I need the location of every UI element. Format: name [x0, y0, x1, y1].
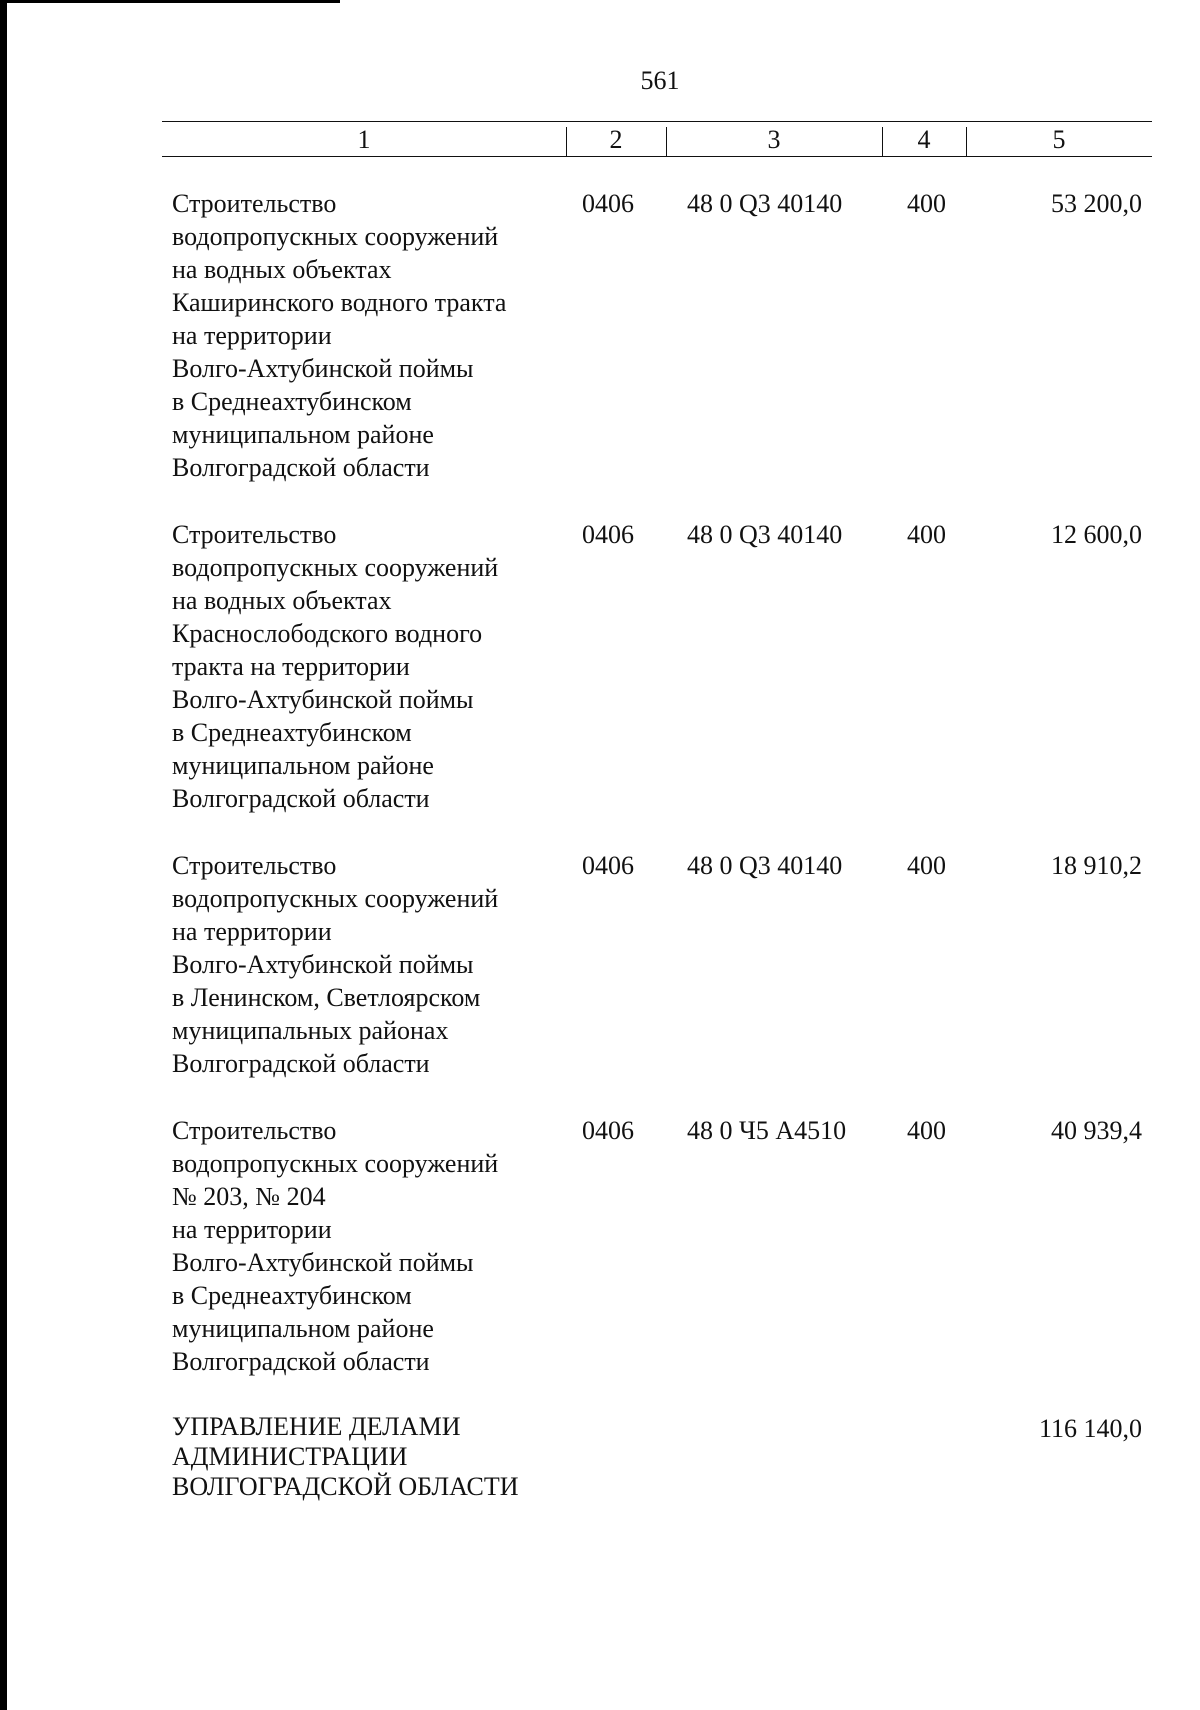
row-target-article: 48 0 Ч5 А4510	[687, 1116, 847, 1145]
header-col-4: 4	[917, 125, 931, 154]
name-line: УПРАВЛЕНИЕ ДЕЛАМИ	[172, 1412, 461, 1441]
row-name	[172, 1412, 582, 1502]
name-line: водопропускных сооружений	[172, 553, 499, 582]
scan-edge	[0, 0, 7, 1710]
row-name	[172, 849, 582, 1080]
table-header-top-rule	[162, 121, 1152, 122]
header-col-2: 2	[609, 125, 623, 154]
name-line: Волгоградской области	[172, 784, 430, 813]
name-line: Волгоградской области	[172, 1049, 430, 1078]
table-body	[172, 187, 1152, 1536]
name-line: водопропускных сооружений	[172, 222, 499, 251]
name-line: Волгоградской области	[172, 1347, 430, 1376]
row-amount: 116 140,0	[1038, 1414, 1142, 1443]
row-amount: 12 600,0	[1051, 520, 1142, 549]
name-line: Волго-Ахтубинской поймы	[172, 354, 474, 383]
table-row	[172, 187, 1152, 484]
name-line: Каширинского водного тракта	[172, 288, 507, 317]
row-section-code: 0406	[582, 851, 634, 880]
table-header-bottom-rule	[162, 156, 1152, 157]
page-number: 561	[640, 66, 680, 95]
name-line: муниципальных районах	[172, 1016, 449, 1045]
row-section-code: 0406	[582, 189, 634, 218]
name-line: ВОЛГОГРАДСКОЙ ОБЛАСТИ	[172, 1472, 519, 1501]
name-line: Строительство	[172, 851, 337, 880]
name-line: № 203, № 204	[172, 1182, 326, 1211]
name-line: Строительство	[172, 189, 337, 218]
name-line: Волго-Ахтубинской поймы	[172, 685, 474, 714]
header-col-5: 5	[1052, 125, 1066, 154]
name-line: муниципальном районе	[172, 1314, 434, 1343]
row-section-code: 0406	[582, 520, 634, 549]
table-row	[172, 518, 1152, 815]
row-expense-type: 400	[907, 189, 946, 218]
row-target-article: 48 0 Q3 40140	[687, 851, 843, 880]
row-amount: 18 910,2	[1051, 851, 1142, 880]
row-expense-type: 400	[907, 1116, 946, 1145]
name-line: на водных объектах	[172, 586, 392, 615]
name-line: муниципальном районе	[172, 751, 434, 780]
name-line: в Ленинском, Светлоярском	[172, 983, 481, 1012]
name-line: Волго-Ахтубинской поймы	[172, 950, 474, 979]
row-expense-type: 400	[907, 851, 946, 880]
table-row	[172, 1114, 1152, 1378]
name-line: Строительство	[172, 1116, 337, 1145]
header-col-1: 1	[357, 125, 371, 154]
row-target-article: 48 0 Q3 40140	[687, 520, 843, 549]
name-line: на территории	[172, 1215, 332, 1244]
name-line: в Среднеахтубинском	[172, 387, 412, 416]
name-line: Волгоградской области	[172, 453, 430, 482]
row-target-article: 48 0 Q3 40140	[687, 189, 843, 218]
name-line: в Среднеахтубинском	[172, 1281, 412, 1310]
name-line: АДМИНИСТРАЦИИ	[172, 1442, 408, 1471]
name-line: тракта на территории	[172, 652, 410, 681]
table-row	[172, 849, 1152, 1080]
name-line: на территории	[172, 321, 332, 350]
row-name	[172, 518, 582, 815]
row-amount: 53 200,0	[1051, 189, 1142, 218]
name-line: муниципальном районе	[172, 420, 434, 449]
name-line: Строительство	[172, 520, 337, 549]
row-expense-type: 400	[907, 520, 946, 549]
table-row-total	[172, 1412, 1152, 1502]
header-col-3: 3	[767, 125, 781, 154]
row-name	[172, 187, 582, 484]
row-section-code: 0406	[582, 1116, 634, 1145]
name-line: водопропускных сооружений	[172, 884, 499, 913]
row-amount: 40 939,4	[1051, 1116, 1142, 1145]
name-line: на территории	[172, 917, 332, 946]
name-line: водопропускных сооружений	[172, 1149, 499, 1178]
name-line: в Среднеахтубинском	[172, 718, 412, 747]
name-line: на водных объектах	[172, 255, 392, 284]
scan-edge-top	[0, 0, 340, 3]
row-name	[172, 1114, 582, 1378]
name-line: Волго-Ахтубинской поймы	[172, 1248, 474, 1277]
name-line: Краснослободского водного	[172, 619, 483, 648]
